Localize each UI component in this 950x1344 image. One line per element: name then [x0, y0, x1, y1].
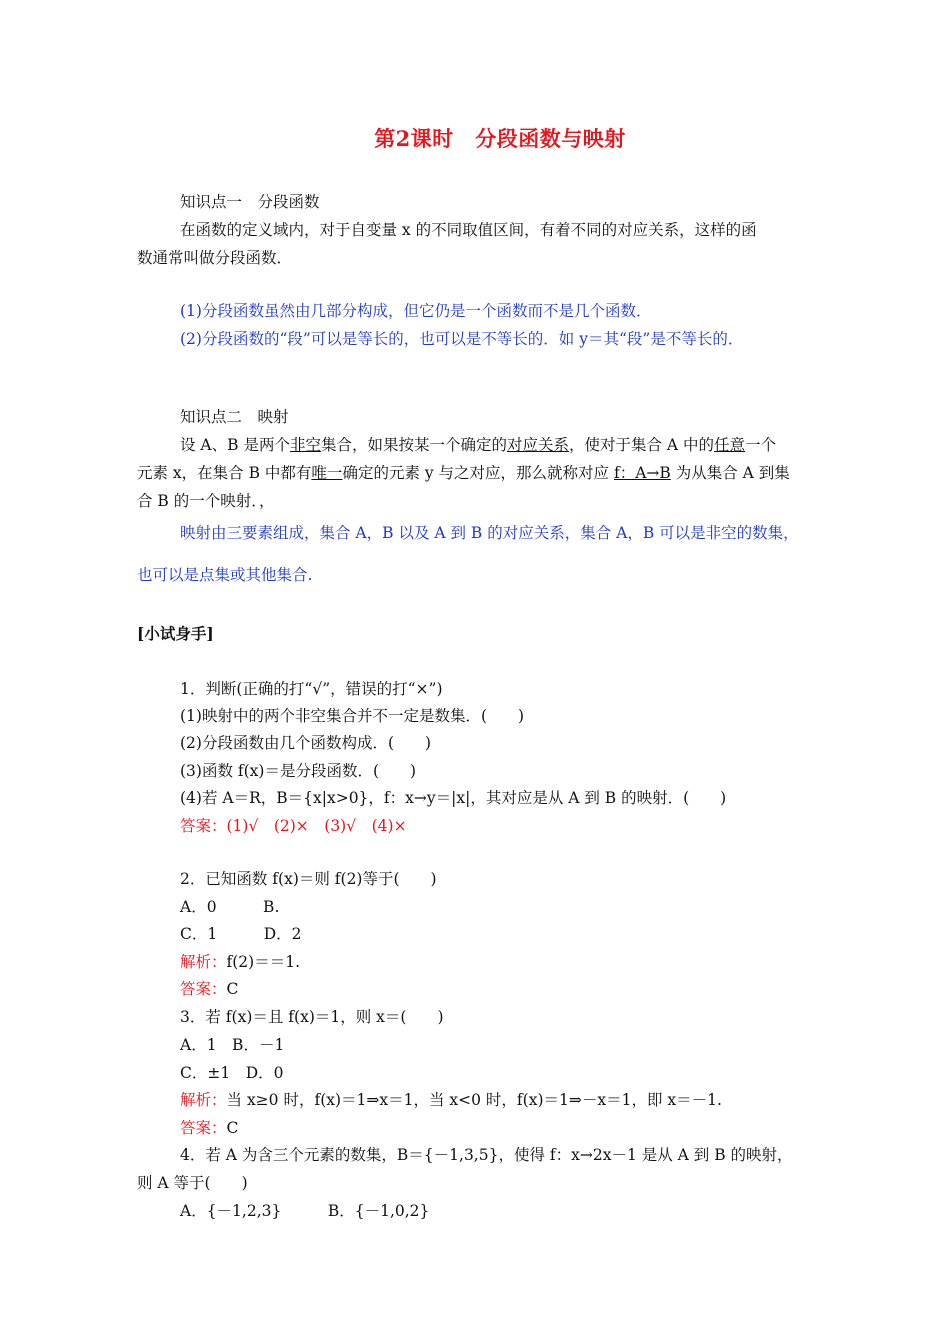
page-title: 第2课时 分段函数与映射: [374, 126, 626, 151]
q3-options-cd: C．±1 D．0: [180, 1064, 284, 1082]
q1-item2: (2)分段函数由几个函数构成．( ): [180, 734, 432, 752]
q2-answer-value: C: [226, 980, 239, 998]
q1-item4: (4)若 A＝R，B＝{x|x>0}，f：x→y＝|x|，其对应是从 A 到 B 的映射．( ): [180, 789, 727, 807]
k2-line1-b: 集合，如果按某一个确定的: [320, 436, 507, 454]
term-arbitrary: 任意: [714, 436, 746, 454]
q3-stem: 3．若 f(x)＝且 f(x)＝1，则 x＝( ): [180, 1008, 444, 1026]
q2-answer-label: 答案：: [180, 980, 227, 998]
k2-line3: 合 B 的一个映射．，: [137, 492, 275, 510]
term-nonempty: 非空: [289, 436, 321, 454]
term-unique: 唯一: [311, 464, 343, 482]
q2-options-cd: C．1 D．2: [180, 925, 302, 943]
k1-note2: (2)分段函数的“段”可以是等长的，也可以是不等长的．如 y＝其“段”是不等长的．: [180, 330, 744, 348]
q1-stem: 1．判断(正确的打“√”，错误的打“×”): [180, 680, 443, 698]
k2-line1: [180, 433, 776, 455]
section-heading: [小试身手]: [137, 624, 214, 643]
q3-answer: [180, 1116, 238, 1138]
q2-analysis: [180, 950, 300, 972]
k2-line1-a: 设 A、B 是两个: [180, 436, 290, 454]
k2-line2-c: 为从集合 A 到集: [670, 464, 790, 482]
q4-stem-line2: 则 A 等于( ): [137, 1174, 248, 1192]
q2-answer: [180, 977, 238, 999]
q3-options-ab: A．1 B．－1: [180, 1036, 285, 1054]
k1-line1: 在函数的定义域内，对于自变量 x 的不同取值区间，有着不同的对应关系，这样的函: [180, 221, 757, 239]
q3-analysis-text: 当 x≥0 时，f(x)＝1⇒x＝1，当 x<0 时，f(x)＝1⇒－x＝1，即 x＝－1.: [226, 1091, 722, 1109]
k2-line2: [137, 461, 790, 483]
k2-heading: 知识点二 映射: [180, 408, 289, 426]
q3-answer-value: C: [226, 1119, 239, 1137]
q3-answer-label: 答案：: [180, 1119, 227, 1137]
k2-line2-a: 元素 x，在集合 B 中都有: [137, 464, 312, 482]
q2-options-ab: A．0 B.: [180, 898, 280, 916]
k1-heading: 知识点一 分段函数: [180, 193, 320, 211]
term-mapping-f: f：A→B: [613, 464, 671, 482]
q2-stem: 2．已知函数 f(x)＝则 f(2)等于( ): [180, 870, 437, 888]
q1-item3: (3)函数 f(x)＝是分段函数．( ): [180, 762, 417, 780]
k2-line1-c: ，使对于集合 A 中的: [569, 436, 715, 454]
k2-line2-b: 确定的元素 y 与之对应，那么就称对应: [342, 464, 614, 482]
term-correspondence: 对应关系: [506, 436, 569, 454]
k1-line2: 数通常叫做分段函数．: [137, 249, 293, 267]
k1-note1: (1)分段函数虽然由几部分构成，但它仍是一个函数而不是几个函数．: [180, 302, 652, 320]
k2-note1: 映射由三要素组成，集合 A，B 以及 A 到 B 的对应关系，集合 A，B 可以是非空的数集，: [180, 524, 799, 542]
q1-item1: (1)映射中的两个非空集合并不一定是数集．( ): [180, 707, 525, 725]
q3-analysis-label: 解析：: [180, 1091, 227, 1109]
q2-analysis-label: 解析：: [180, 953, 227, 971]
q2-analysis-text: f(2)＝＝1.: [226, 953, 300, 971]
k2-note2: 也可以是点集或其他集合.: [137, 566, 313, 584]
q1-answer: 答案：(1)√ (2)× (3)√ (4)×: [180, 817, 407, 835]
q3-analysis: [180, 1088, 722, 1110]
k2-line1-d: 一个: [745, 436, 777, 454]
q4-stem-line1: 4．若 A 为含三个元素的数集，B＝{－1,3,5}，使得 f：x→2x－1 是从 A 到 B 的映射，: [180, 1146, 793, 1164]
q4-options-ab: A．{－1,2,3} B．{－1,0,2}: [180, 1202, 430, 1220]
